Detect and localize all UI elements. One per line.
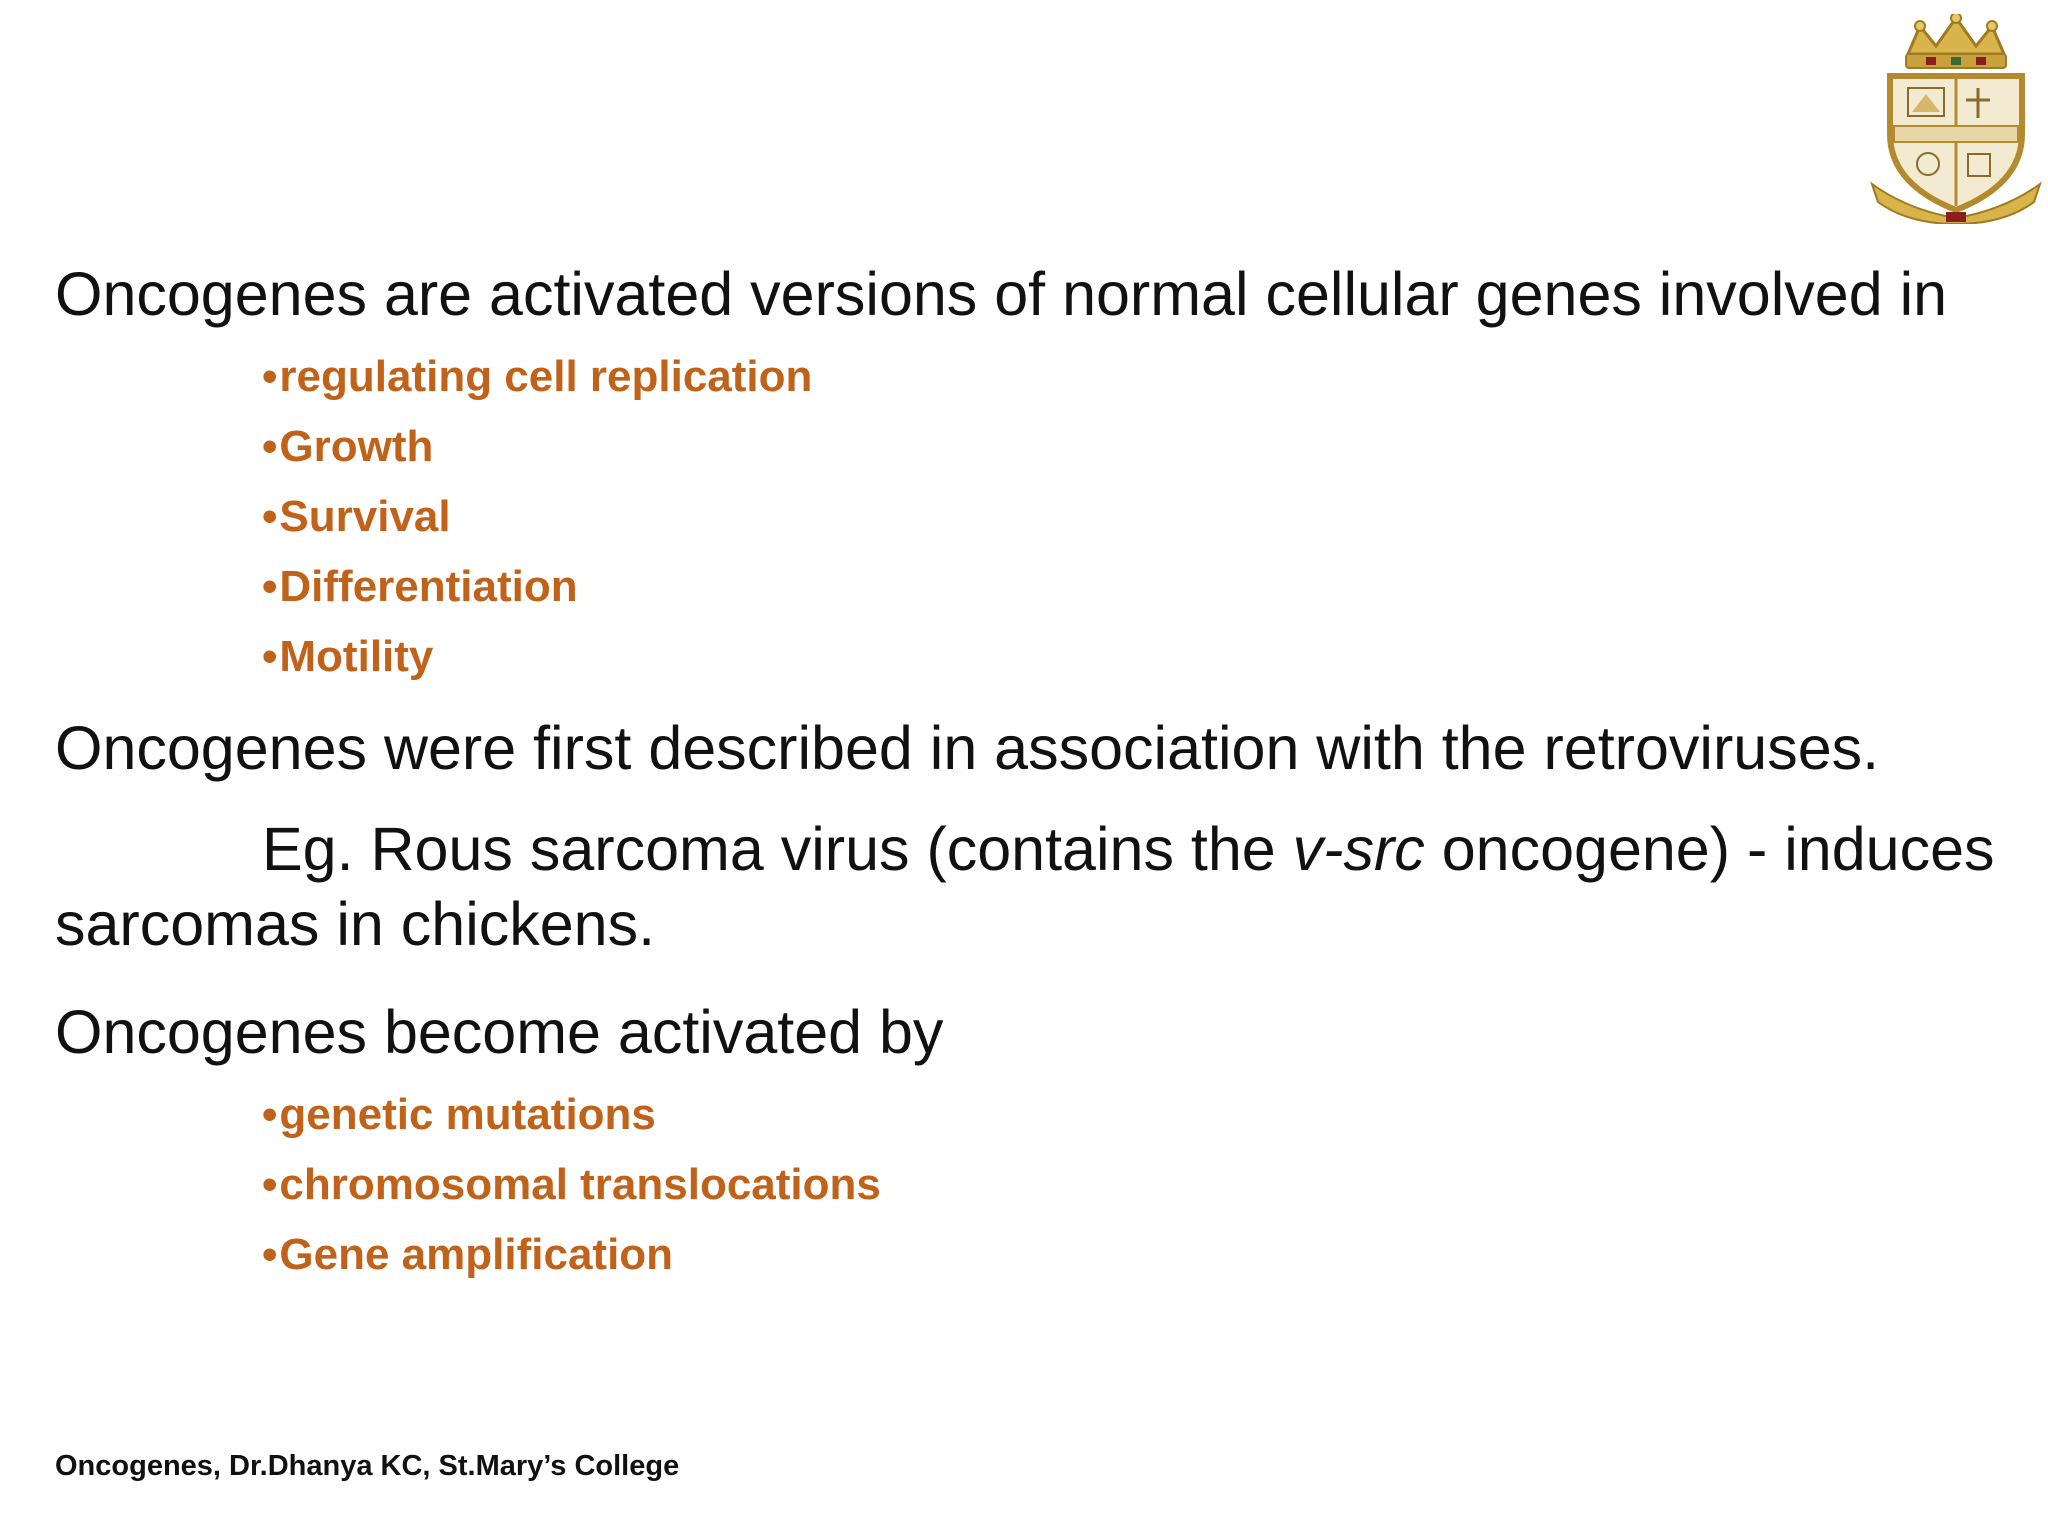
list-item [262, 1220, 881, 1290]
bullet-icon: • [262, 562, 278, 611]
list-item-text: Growth [279, 422, 434, 471]
functions-list [262, 342, 812, 692]
bullet-icon: • [262, 352, 278, 401]
list-item-text: Survival [279, 492, 451, 541]
activation-methods-list [262, 1080, 881, 1290]
example-suffix: oncogene) - induces sarcomas in chickens. [55, 815, 1995, 958]
slide-footer: Oncogenes, Dr.Dhanya KC, St.Mary’s College [55, 1450, 680, 1482]
list-item-text: Gene amplification [279, 1230, 674, 1279]
list-item [262, 1150, 881, 1220]
bullet-icon: • [262, 632, 278, 681]
bullet-icon: • [262, 422, 278, 471]
bullet-icon: • [262, 1090, 278, 1139]
list-item-text: regulating cell replication [279, 352, 813, 401]
bullet-icon: • [262, 1230, 278, 1279]
example-paragraph [55, 812, 2015, 962]
activation-intro-text: Oncogenes become activated by [55, 998, 944, 1066]
bullet-icon: • [262, 1160, 278, 1209]
list-item-text: Motility [279, 632, 434, 681]
list-item-text: genetic mutations [279, 1090, 656, 1139]
intro-text: Oncogenes are activated versions of normal cellular genes involved in [55, 260, 1948, 328]
list-item [262, 342, 812, 412]
list-item [262, 1080, 881, 1150]
college-crest-icon [1868, 14, 2044, 224]
list-item [262, 622, 812, 692]
list-item-text: Differentiation [279, 562, 578, 611]
list-item [262, 412, 812, 482]
history-text: Oncogenes were first described in association with the retroviruses. [55, 714, 1880, 782]
example-prefix: Eg. Rous sarcoma virus (contains the [262, 815, 1293, 883]
bullet-icon: • [262, 492, 278, 541]
list-item [262, 482, 812, 552]
list-item-text: chromosomal translocations [279, 1160, 881, 1209]
example-gene: v-src [1292, 815, 1425, 883]
list-item [262, 552, 812, 622]
